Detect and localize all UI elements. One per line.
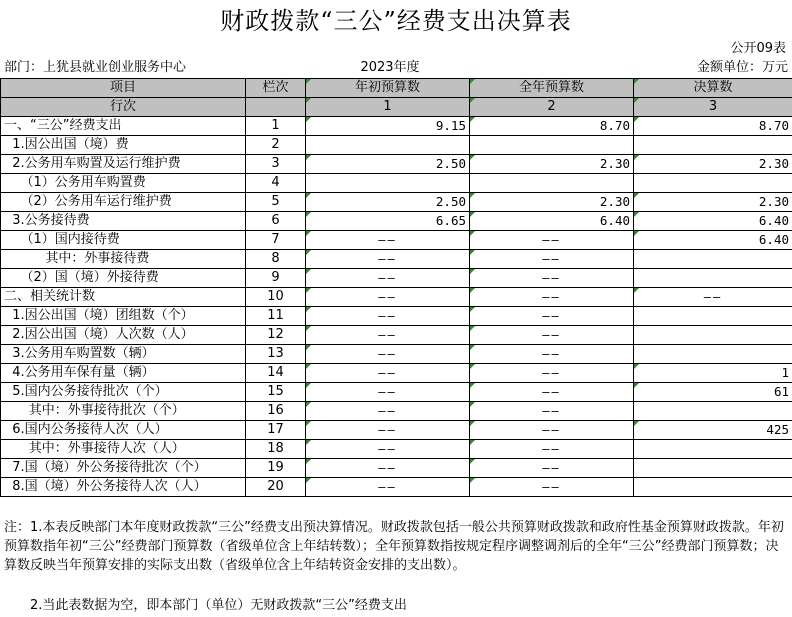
row-initial-budget: ——: [306, 421, 470, 440]
row-col-no: 20: [246, 478, 306, 497]
table-row: [1, 117, 792, 136]
row-initial-budget: ——: [306, 269, 470, 288]
row-col-no: 1: [246, 117, 306, 136]
row-final-account: [634, 250, 792, 269]
row-final-account: 1: [634, 364, 792, 383]
row-full-year-budget: [470, 136, 634, 155]
row-initial-budget: ——: [306, 364, 470, 383]
row-item-name: 其中：外事接待人次（人）: [1, 440, 246, 459]
row-initial-budget: ——: [306, 478, 470, 497]
row-initial-budget: ——: [306, 326, 470, 345]
row-full-year-budget: ——: [470, 307, 634, 326]
table-row: [1, 155, 792, 174]
row-initial-budget: 2.50: [306, 193, 470, 212]
row-col-no: 17: [246, 421, 306, 440]
row-col-no: 3: [246, 155, 306, 174]
row-full-year-budget: ——: [470, 345, 634, 364]
note-2: 2.当此表数据为空，即本部门（单位）无财政拨款“三公”经费支出: [30, 598, 407, 613]
row-initial-budget: ——: [306, 402, 470, 421]
row-col-no: 16: [246, 402, 306, 421]
note-1: 注：1.本表反映部门本年度财政拨款“三公”经费支出预决算情况。财政拨款包括一般公共预算财政拨款和政府性基金预算财政拨款。年初预算数指年初“三公”经费部门预算数（省级单位含上年结转数）；全年预算数指按规定程序调整调剂后的全年“三公”经费部门预算数；决算数反映当年预算安排的实际支出数（省级单位含上年结转资金安排的支出数）。: [4, 520, 784, 573]
table-row: [1, 326, 792, 345]
row-item-name: 2.公务用车购置及运行维护费: [1, 155, 246, 174]
row-final-account: [634, 402, 792, 421]
three-public-expenses-table: [0, 78, 792, 497]
table-row: [1, 459, 792, 478]
index-col-2: 2: [470, 98, 634, 117]
row-initial-budget: 9.15: [306, 117, 470, 136]
index-row-label: 行次: [1, 98, 246, 117]
row-full-year-budget: 2.30: [470, 193, 634, 212]
row-final-account: 2.30: [634, 155, 792, 174]
index-row-blank: [246, 98, 306, 117]
table-row: [1, 288, 792, 307]
index-col-1: 1: [306, 98, 470, 117]
row-col-no: 6: [246, 212, 306, 231]
table-row: [1, 193, 792, 212]
row-item-name: （2）公务用车运行维护费: [1, 193, 246, 212]
header-full-year-budget: 全年预算数: [470, 79, 634, 98]
row-full-year-budget: 6.40: [470, 212, 634, 231]
row-initial-budget: ——: [306, 345, 470, 364]
row-initial-budget: 6.65: [306, 212, 470, 231]
row-item-name: 3.公务用车购置数（辆）: [1, 345, 246, 364]
row-col-no: 14: [246, 364, 306, 383]
row-full-year-budget: ——: [470, 421, 634, 440]
row-item-name: 5.国内公务接待批次（个）: [1, 383, 246, 402]
table-row: [1, 383, 792, 402]
row-col-no: 9: [246, 269, 306, 288]
table-row: [1, 478, 792, 497]
row-full-year-budget: ——: [470, 383, 634, 402]
row-final-account: [634, 326, 792, 345]
row-full-year-budget: ——: [470, 231, 634, 250]
table-row: [1, 250, 792, 269]
row-item-name: 3.公务接待费: [1, 212, 246, 231]
header-final-account: 决算数: [634, 79, 792, 98]
row-item-name: 其中：外事接待批次（个）: [1, 402, 246, 421]
table-row: [1, 402, 792, 421]
row-item-name: （2）国（境）外接待费: [1, 269, 246, 288]
row-initial-budget: 2.50: [306, 155, 470, 174]
table-row: [1, 364, 792, 383]
row-final-account: 2.30: [634, 193, 792, 212]
notes: [4, 518, 788, 575]
row-item-name: 1.因公出国（境）团组数（个）: [1, 307, 246, 326]
row-item-name: （1）公务用车购置费: [1, 174, 246, 193]
header-item: 项目: [1, 79, 246, 98]
table-row: [1, 269, 792, 288]
row-initial-budget: ——: [306, 440, 470, 459]
row-initial-budget: ——: [306, 307, 470, 326]
meta-row: [0, 58, 792, 78]
row-full-year-budget: ——: [470, 459, 634, 478]
row-item-name: 6.国内公务接待人次（人）: [1, 421, 246, 440]
row-col-no: 18: [246, 440, 306, 459]
row-final-account: [634, 459, 792, 478]
row-final-account: [634, 269, 792, 288]
table-row: [1, 440, 792, 459]
table-row: [1, 231, 792, 250]
row-col-no: 10: [246, 288, 306, 307]
row-final-account: [634, 174, 792, 193]
header-row: [1, 79, 792, 98]
row-col-no: 13: [246, 345, 306, 364]
row-col-no: 11: [246, 307, 306, 326]
table-number: 公开09表: [730, 41, 786, 56]
row-final-account: 8.70: [634, 117, 792, 136]
row-final-account: 61: [634, 383, 792, 402]
row-item-name: （1）国内接待费: [1, 231, 246, 250]
row-full-year-budget: 8.70: [470, 117, 634, 136]
row-full-year-budget: ——: [470, 269, 634, 288]
table-row: [1, 421, 792, 440]
row-full-year-budget: ——: [470, 250, 634, 269]
row-full-year-budget: 2.30: [470, 155, 634, 174]
table-row: [1, 345, 792, 364]
row-full-year-budget: ——: [470, 288, 634, 307]
row-full-year-budget: ——: [470, 326, 634, 345]
row-item-name: 一、“三公”经费支出: [1, 117, 246, 136]
row-col-no: 4: [246, 174, 306, 193]
row-full-year-budget: ——: [470, 440, 634, 459]
row-initial-budget: ——: [306, 288, 470, 307]
row-final-account: [634, 478, 792, 497]
table-row: [1, 212, 792, 231]
row-full-year-budget: ——: [470, 478, 634, 497]
row-final-account: [634, 440, 792, 459]
row-initial-budget: ——: [306, 250, 470, 269]
fiscal-year: 2023年度: [360, 60, 420, 75]
amount-unit: 金额单位：万元: [696, 60, 788, 75]
row-item-name: 7.国（境）外公务接待批次（个）: [1, 459, 246, 478]
page-title: 财政拨款“三公”经费支出决算表: [220, 7, 572, 35]
row-item-name: 二、相关统计数: [1, 288, 246, 307]
row-item-name: 4.公务用车保有量（辆）: [1, 364, 246, 383]
header-col-no: 栏次: [246, 79, 306, 98]
row-col-no: 7: [246, 231, 306, 250]
row-final-account: [634, 136, 792, 155]
table-row: [1, 307, 792, 326]
row-col-no: 5: [246, 193, 306, 212]
row-col-no: 12: [246, 326, 306, 345]
row-full-year-budget: ——: [470, 402, 634, 421]
row-item-name: 其中：外事接待费: [1, 250, 246, 269]
row-initial-budget: ——: [306, 459, 470, 478]
index-col-3: 3: [634, 98, 792, 117]
header-initial-budget: 年初预算数: [306, 79, 470, 98]
row-final-account: [634, 345, 792, 364]
row-col-no: 15: [246, 383, 306, 402]
row-full-year-budget: ——: [470, 364, 634, 383]
row-initial-budget: [306, 174, 470, 193]
table-row: [1, 174, 792, 193]
row-initial-budget: ——: [306, 231, 470, 250]
row-final-account: 6.40: [634, 231, 792, 250]
row-final-account: 6.40: [634, 212, 792, 231]
row-col-no: 2: [246, 136, 306, 155]
department-label: 部门：上犹县就业创业服务中心: [4, 60, 187, 75]
index-row: [1, 98, 792, 117]
row-col-no: 8: [246, 250, 306, 269]
table-row: [1, 136, 792, 155]
row-item-name: 8.国（境）外公务接待人次（人）: [1, 478, 246, 497]
row-initial-budget: ——: [306, 383, 470, 402]
row-item-name: 1.因公出国（境）费: [1, 136, 246, 155]
row-final-account: ——: [634, 288, 792, 307]
row-final-account: [634, 307, 792, 326]
row-col-no: 19: [246, 459, 306, 478]
row-item-name: 2.因公出国（境）人次数（人）: [1, 326, 246, 345]
row-initial-budget: [306, 136, 470, 155]
row-final-account: 425: [634, 421, 792, 440]
row-full-year-budget: [470, 174, 634, 193]
